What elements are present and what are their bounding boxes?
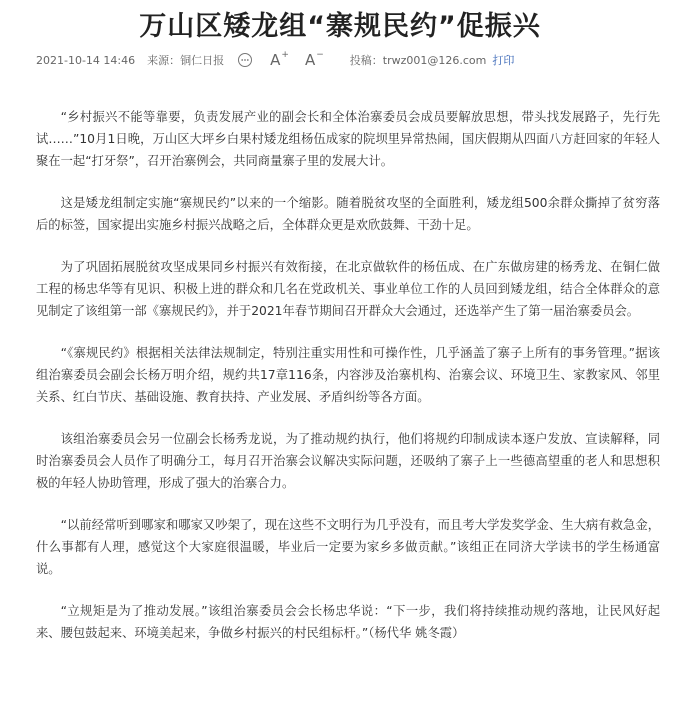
font-decrease-label: A xyxy=(304,51,316,69)
print-link[interactable]: 打印 xyxy=(492,54,515,67)
article-paragraph: “《寨规民约》根据相关法律法规制定，特别注重实用性和可操作性，几乎涵盖了寨子上所有的事务管理。”据该组治寨委员会副会长杨万明介绍，规约共17章116条，内容涉及治寨机构、治寨会议、环境卫生、家教家风、邻里关系、红白节庆、基础设施、教育扶持、产业发展、矛盾纠纷等各方面。 xyxy=(36,346,660,404)
contribute-email: 投稿：trwz001@126.com xyxy=(349,54,487,67)
comment-icon[interactable] xyxy=(236,51,254,69)
article-meta xyxy=(36,50,514,70)
article-source: 来源：铜仁日报 xyxy=(147,54,225,67)
article-body xyxy=(36,106,660,664)
font-increase-icon: + xyxy=(281,50,289,60)
article-paragraph: 为了巩固拓展脱贫攻坚成果同乡村振兴有效衔接，在北京做软件的杨伍成、在广东做房建的杨秀龙、在铜仁做工程的杨忠华等有见识、积极上进的群众和几名在党政机关、事业单位工作的人员回到矮龙组，结合全体群众的意见制定了该组第一部《寨规民约》，并于2021年春节期间召开群众大会通过，还选举产生了第一届治寨委员会。 xyxy=(36,260,660,318)
article-paragraph: “以前经常听到哪家和哪家又吵架了，现在这些不文明行为几乎没有，而且考大学发奖学金、生大病有救急金，什么事都有人理，感觉这个大家庭很温暖，毕业后一定要为家乡多做贡献。”该组正在同济大学读书的学生杨通富说。 xyxy=(36,518,660,576)
article-paragraph: 这是矮龙组制定实施“寨规民约”以来的一个缩影。随着脱贫攻坚的全面胜利，矮龙组500余群众撕掉了贫穷落后的标签，国家提出实施乡村振兴战略之后，全体群众更是欢欣鼓舞、干劲十足。 xyxy=(36,196,660,232)
font-decrease-icon: − xyxy=(316,50,324,60)
font-increase-button[interactable] xyxy=(270,51,289,69)
font-increase-label: A xyxy=(270,51,281,69)
article-paragraph: “立规矩是为了推动发展。”该组治寨委员会会长杨忠华说：“下一步，我们将持续推动规约落地，让民风好起来、腰包鼓起来、环境美起来，争做乡村振兴的村民组标杆。”（杨代华 姚冬霞） xyxy=(36,604,660,640)
article-paragraph: 该组治寨委员会另一位副会长杨秀龙说，为了推动规约执行，他们将规约印制成读本逐户发放、宣读解释，同时治寨委员会人员作了明确分工，每月召开治寨会议解决实际问题，还吸纳了寨子上一些德高望重的老人和思想积极的年轻人协助管理，形成了强大的治寨合力。 xyxy=(36,432,660,490)
font-decrease-button[interactable] xyxy=(305,51,324,69)
article-title: 万山区矮龙组“寨规民约”促振兴 xyxy=(139,11,541,42)
article-paragraph: “乡村振兴不能等靠要，负责发展产业的副会长和全体治寨委员会成员要解放思想，带头找发展路子，先行先试……”10月1日晚，万山区大坪乡白果村矮龙组杨伍成家的院坝里异常热闹，国庆假期从四面八方赶回家的年轻人聚在一起“打牙祭”，召开治寨例会，共同商量寨子里的发展大计。 xyxy=(36,110,660,168)
publish-datetime: 2021-10-14 14:46 xyxy=(36,53,136,67)
